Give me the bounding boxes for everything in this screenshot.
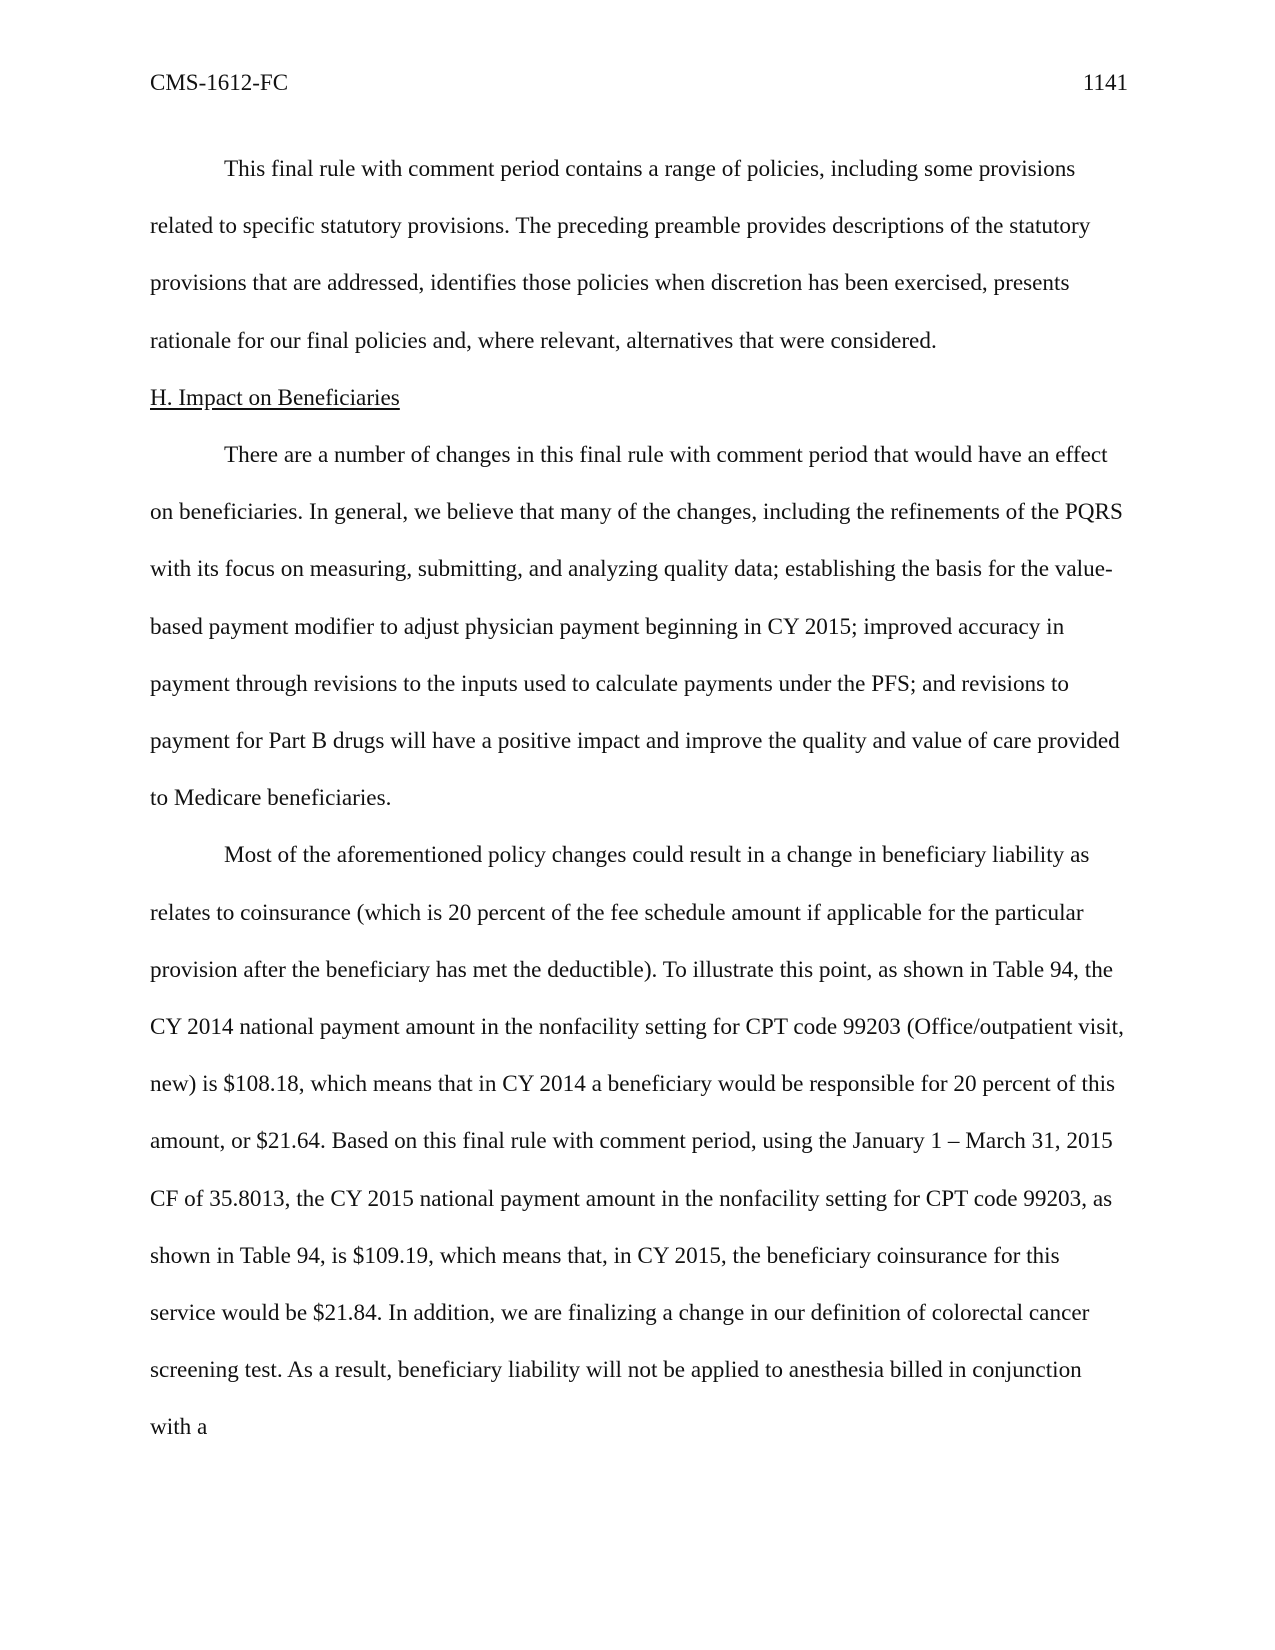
paragraph-impact-overview: There are a number of changes in this final rule with comment period that would have an effect on beneficiaries. In general, we believe that many of the changes, including the refinements of the PQRS with its focus on measuring, submitting, and analyzing quality data; establishing the basis for the value-based payment modifier to adjust physician payment beginning in CY 2015; improved accuracy in payment through revisions to the inputs used to calculate payments under the PFS; and revisions to payment for Part B drugs will have a positive impact and improve the quality and value of care provided to Medicare beneficiaries.: [150, 442, 1123, 812]
section-heading: H. Impact on Beneficiaries: [150, 384, 400, 411]
document-id: CMS-1612-FC: [150, 70, 289, 95]
paragraph-coinsurance-example: Most of the aforementioned policy changes could result in a change in beneficiary liability as relates to coinsurance (which is 20 percent of the fee schedule amount if applicable for the particular provision after the beneficiary has met the deductible). To illustrate this point, as shown in Table 94, the CY 2014 national payment amount in the nonfacility setting for CPT code 99203 (Office/outpatient visit, new) is $108.18, which means that in CY 2014 a beneficiary would be responsible for 20 percent of this amount, or $21.64. Based on this final rule with comment period, using the January 1 – March 31, 2015 CF of 35.8013, the CY 2015 national payment amount in the nonfacility setting for CPT code 99203, as shown in Table 94, is $109.19, which means that, in CY 2015, the beneficiary coinsurance for this service would be $21.84. In addition, we are finalizing a change in our definition of colorectal cancer screening test. As a result, beneficiary liability will not be applied to anesthesia billed in conjunction with a: [150, 842, 1124, 1441]
document-body: [150, 141, 1128, 1457]
page-header: [150, 70, 1128, 106]
intro-paragraph: This final rule with comment period contains a range of policies, including some provisions related to specific statutory provisions. The preceding preamble provides descriptions of the statutory provisions that are addressed, identifies those policies when discretion has been exercised, presents rationale for our final policies and, where relevant, alternatives that were considered.: [150, 156, 1091, 354]
page-number: 1141: [1082, 70, 1128, 95]
